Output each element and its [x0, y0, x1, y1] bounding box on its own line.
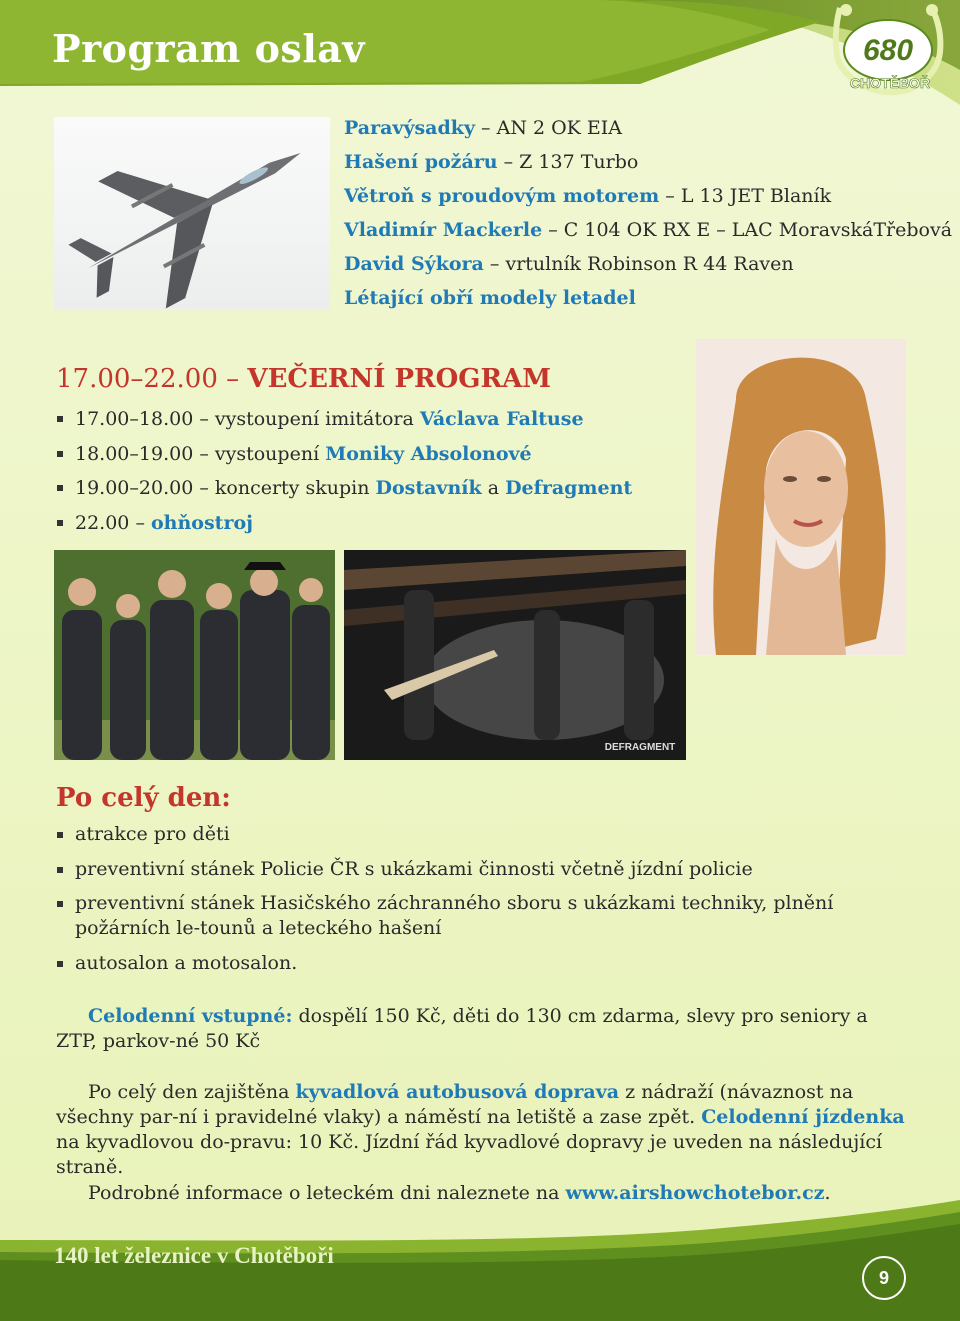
page-number: 9 [862, 1256, 906, 1300]
logo-town: CHOTĚBOŘ [849, 75, 931, 91]
flight-item: David Sýkora – vrtulník Robinson R 44 Raven [344, 253, 794, 275]
flight-item: Paravýsadky – AN 2 OK EIA [344, 117, 623, 139]
flight-item: Vladimír Mackerle – C 104 OK RX E – LAC MoravskáTřebová [344, 219, 953, 241]
list-item: preventivní stánek Hasičského záchranného sboru s ukázkami techniky, plnění požárních le-tounů a leteckého hašení [56, 891, 908, 941]
list-item: 18.00–19.00 – vystoupení Moniky Absolonové [56, 437, 632, 472]
evening-program-list [56, 402, 632, 540]
list-item: 19.00–20.00 – koncerty skupin Dostavník a Defragment [56, 471, 632, 506]
chotebor-680-logo [832, 2, 944, 102]
page-title: Program oslav [52, 26, 365, 71]
jet-fighter-photo [54, 117, 330, 309]
list-item: autosalon a motosalon. [56, 951, 908, 976]
evening-program-heading: 17.00–22.00 – VEČERNÍ PROGRAM [56, 364, 552, 394]
band-defragment-photo [344, 550, 686, 760]
flight-item: Větroň s proudovým motorem – L 13 JET Blaník [344, 185, 832, 207]
singer-portrait-photo [696, 339, 906, 655]
band-dostavnik-photo [54, 550, 335, 760]
list-item: 22.00 – ohňostroj [56, 506, 632, 541]
more-info-paragraph: Podrobné informace o leteckém dni naleznete na www.airshowchotebor.cz. [88, 1182, 831, 1204]
footer-publication-title: 140 let železnice v Chotěboři [54, 1243, 334, 1268]
shuttle-bus-paragraph: Po celý den zajištěna kyvadlová autobusová doprava z nádraží (návaznost na všechny par-ní i pravidelné vlaky) a náměstí na letiště a zase zpět. Celodenní jízdenka na kyvadlovou do-pravu: 10 Kč. Jízdní řád kyvadlové dopravy je uveden na následující straně. [56, 1081, 905, 1178]
list-item: 17.00–18.00 – vystoupení imitátora Václava Faltuse [56, 402, 632, 437]
all-day-list [56, 822, 908, 985]
flight-item: Létající obří modely letadel [344, 287, 636, 309]
all-day-heading: Po celý den: [56, 783, 231, 813]
entry-fee-label: Celodenní vstupné: [88, 1005, 293, 1027]
defragment-caption: DEFRAGMENT [604, 742, 676, 753]
entry-fee-paragraph: Celodenní vstupné: dospělí 150 Kč, děti do 130 cm zdarma, slevy pro seniory a ZTP, parkov-né 50 Kč [56, 1005, 868, 1052]
logo-number: 680 [862, 34, 914, 67]
list-item: atrakce pro děti [56, 822, 908, 847]
flights-list [344, 111, 952, 315]
list-item: preventivní stánek Policie ČR s ukázkami činnosti včetně jízdní policie [56, 857, 908, 882]
airshow-website-link[interactable]: www.airshowchotebor.cz [565, 1182, 825, 1204]
flight-item: Hašení požáru – Z 137 Turbo [344, 151, 639, 173]
